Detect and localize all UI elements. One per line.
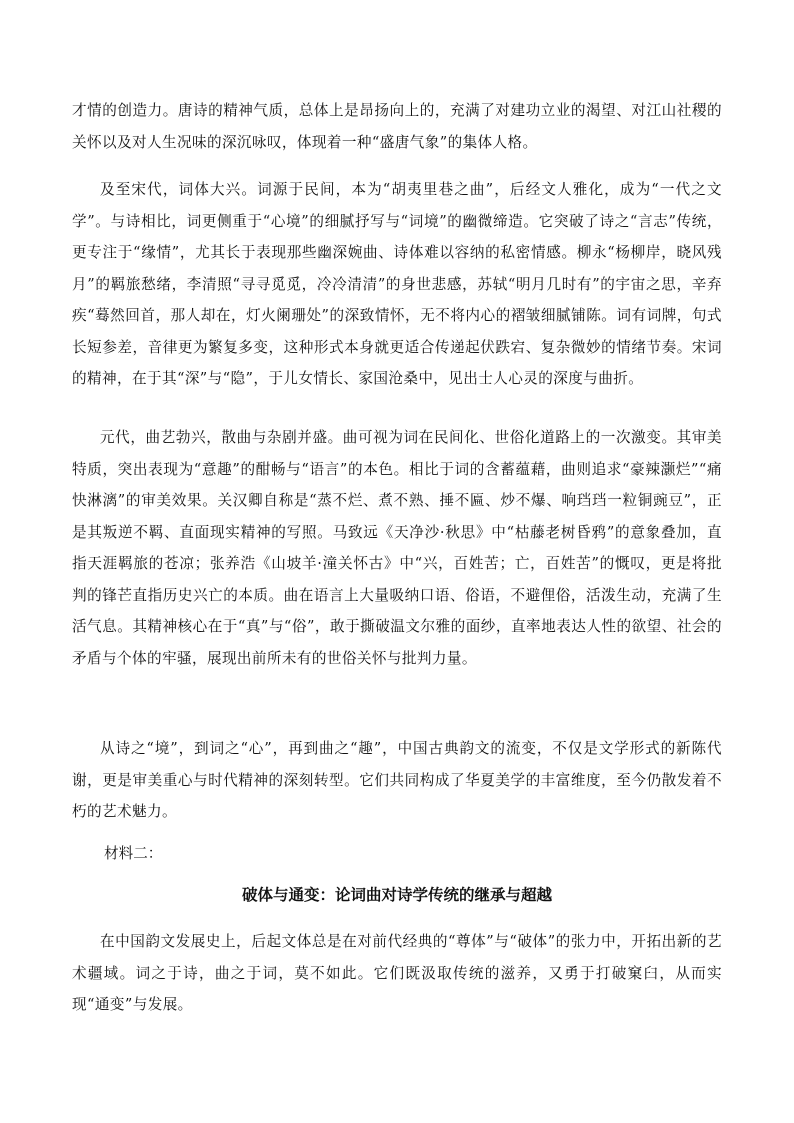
paragraph-song-ci: 及至宋代，词体大兴。词源于民间，本为“胡夷里巷之曲”，后经文人雅化，成为“一代之文学”。与诗相比，词更侧重于“心境”的细腻抒写与“词境”的幽微缔造。它突破了诗之“言志”传统，更专注于“缘情”，尤其长于表现那些幽深婉曲、诗体难以容纳的私密情感。柳永“杨柳岸，晓风残月”的羁旅愁绪，李清照“寻寻觅觅，冷冷清清”的身世悲感，苏轼“明月几时有”的宇宙之思，辛弃疾“蓦然回首，那人却在，灯火阑珊处”的深致情怀，无不将内心的褶皱细腻铺陈。词有词牌，句式长短参差，音律更为繁复多变，这种形式本身就更适合传递起伏跌宕、复杂微妙的情绪节奏。宋词的精神，在于其“深”与“隐”，于儿女情长、家国沧桑中，见出士人心灵的深度与曲折。 [72,181,722,387]
paragraph-section-intro: 在中国韵文发展史上，后起文体总是在对前代经典的“尊体”与“破体”的张力中，开拓出新的艺术疆域。词之于诗，曲之于词，莫不如此。它们既汲取传统的滋养，又勇于打破窠臼，从而实现“通变”与发展。 [72,933,722,1013]
section-label: 材料二： [104,845,163,862]
paragraph-conclusion: 从诗之“境”，到词之“心”，再到曲之“趣”，中国古典韵文的流变，不仅是文学形式的新陈代谢，更是审美重心与时代精神的深刻转型。它们共同构成了华夏美学的丰富维度，至今仍散发着不朽的艺术魅力。 [72,740,722,820]
paragraph-yuan-qu: 元代，曲艺勃兴，散曲与杂剧并盛。曲可视为词在民间化、世俗化道路上的一次激变。其审美特质，突出表现为“意趣”的酣畅与“语言”的本色。相比于词的含蓄蕴藉，曲则追求“豪辣灏烂”“痛快淋漓”的审美效果。关汉卿自称是“蒸不烂、煮不熟、捶不匾、炒不爆、响珰珰一粒铜豌豆”，正是其叛逆不羁、直面现实精神的写照。马致远《天净沙·秋思》中“枯藤老树昏鸦”的意象叠加，直指天涯羁旅的苍凉；张养浩《山坡羊·潼关怀古》中“兴，百姓苦；亡，百姓苦”的慨叹，更是将批判的锋芒直指历史兴亡的本质。曲在语言上大量吸纳口语、俗语，不避俚俗，活泼生动，充满了生活气息。其精神核心在于“真”与“俗”，敢于撕破温文尔雅的面纱，直率地表达人性的欲望、社会的矛盾与个体的牢骚，展现出前所未有的世俗关怀与批判力量。 [72,429,722,667]
section-title: 破体与通变：论词曲对诗学传统的继承与超越 [241,886,552,904]
paragraph-tang-poetry: 才情的创造力。唐诗的精神气质，总体上是昂扬向上的，充满了对建功立业的渴望、对江山社稷的关怀以及对人生况味的深沉咏叹，体现着一种“盛唐气象”的集体人格。 [72,102,722,151]
